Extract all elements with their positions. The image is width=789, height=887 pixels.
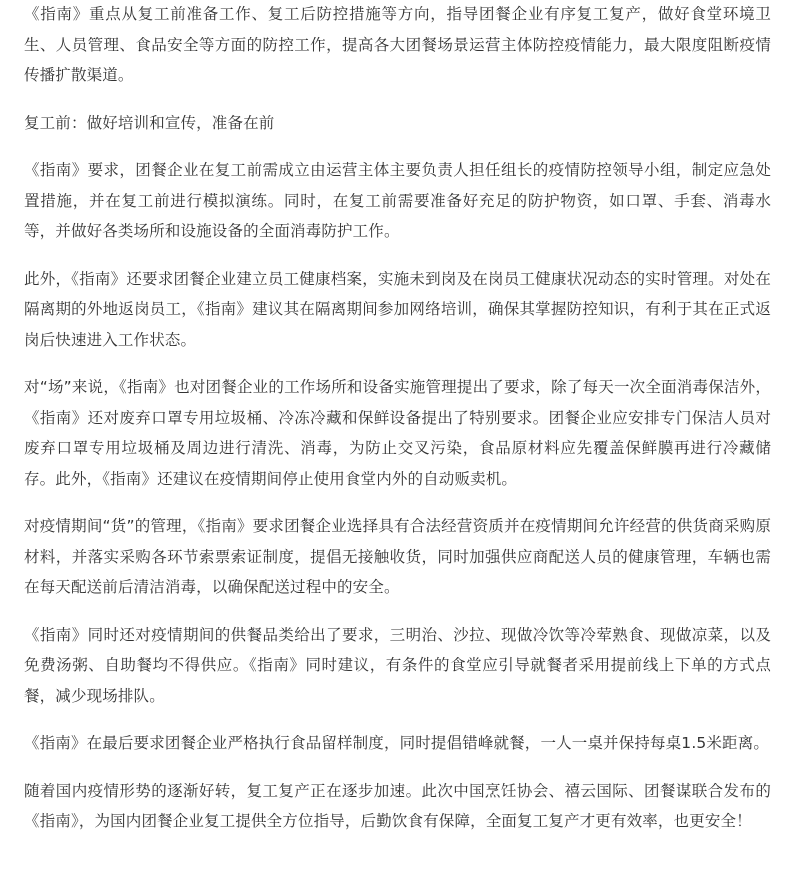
paragraph-goods-management: 对疫情期间“货”的管理，《指南》要求团餐企业选择具有合法经营资质并在疫情期间允许经营的供货商采购原材料，并落实采购各环节索票索证制度，提倡无接触收货，同时加强供应商配送人员的健康管理，车辆也需在每天配送前后清洁消毒，以确保配送过程中的安全。 [24, 517, 771, 596]
paragraph-leadership-and-supplies: 《指南》要求，团餐企业在复工前需成立由运营主体主要负责人担任组长的疫情防控领导小组，制定应急处置措施，并在复工前进行模拟演练。同时，在复工前需要准备好充足的防护物资，如口罩、手套、消毒水等，并做好各类场所和设施设备的全面消毒防护工作。 [24, 161, 771, 240]
section-heading-before-resumption: 复工前：做好培训和宣传，准备在前 [24, 113, 275, 132]
paragraph-intro: 《指南》重点从复工前准备工作、复工后防控措施等方向，指导团餐企业有序复工复产，做好食堂环境卫生、人员管理、食品安全等方面的防控工作，提高各大团餐场景运营主体防控疫情能力，最大限度阻断疫情传播扩散渠道。 [24, 5, 771, 84]
paragraph-staff-health: 此外，《指南》还要求团餐企业建立员工健康档案，实施未到岗及在岗员工健康状况动态的实时管理。对处在隔离期的外地返岗员工，《指南》建议其在隔离期间参加网络培训，确保其掌握防控知识，有利于其在正式返岗后快速进入工作状态。 [24, 269, 771, 349]
paragraph-sampling-and-dining: 《指南》在最后要求团餐企业严格执行食品留样制度，同时提倡错峰就餐，一人一桌并保持每桌1.5米距离。 [24, 734, 770, 752]
paragraph-conclusion: 随着国内疫情形势的逐渐好转，复工复产正在逐步加速。此次中国烹饪协会、禧云国际、团餐谋联合发布的《指南》，为国内团餐企业复工提供全方位指导，后勤饮食有保障，全面复工复产才更有效率，也更安全！ [24, 781, 771, 830]
paragraph-venue-management: 对“场”来说，《指南》也对团餐企业的工作场所和设备实施管理提出了要求，除了每天一次全面消毒保洁外，《指南》还对废弃口罩专用垃圾桶、冷冻冷藏和保鲜设备提出了特别要求。团餐企业应安排专门保洁人员对废弃口罩专用垃圾桶及周边进行清洗、消毒，为防止交叉污染，食品原材料应先覆盖保鲜膜再进行冷藏储存。此外，《指南》还建议在疫情期间停止使用食堂内外的自动贩卖机。 [24, 378, 771, 488]
paragraph-food-categories: 《指南》同时还对疫情期间的供餐品类给出了要求，三明治、沙拉、现做冷饮等冷荤熟食、现做凉菜，以及免费汤粥、自助餐均不得供应。《指南》同时建议，有条件的食堂应引导就餐者采用提前线上下单的方式点餐，减少现场排队。 [24, 625, 771, 705]
